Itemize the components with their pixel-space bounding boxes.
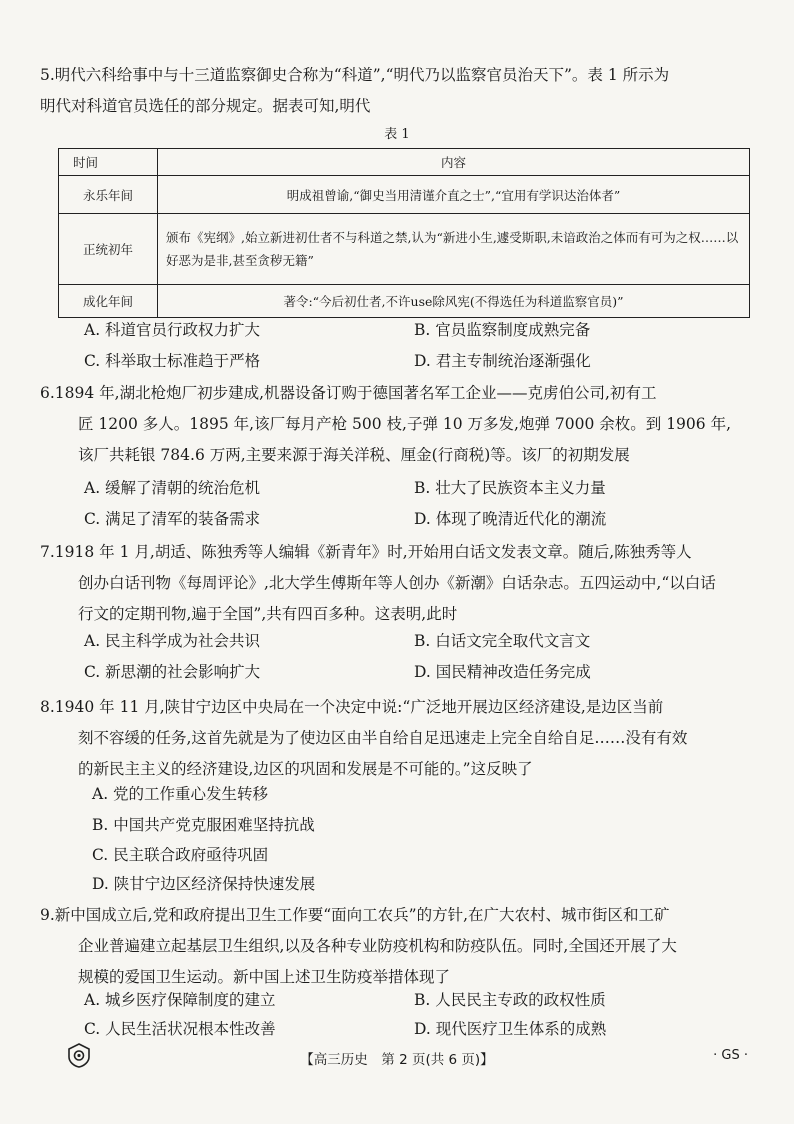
q9-line-1: 9.新中国成立后,党和政府提出卫生工作要“面向工农兵”的方针,在广大农村、城市街区和工矿 <box>40 906 670 924</box>
question-7-stem <box>40 537 758 630</box>
q7-line-2: 创办白话刊物《每周评论》,北大学生傅斯年等人创办《新潮》白话杂志。五四运动中,“以白话 <box>78 574 716 592</box>
q8-option-c[interactable]: C. 民主联合政府亟待巩固 <box>92 846 269 864</box>
q8-line-3: 的新民主主义的经济建设,边区的巩固和发展是不可能的。”这反映了 <box>78 760 533 778</box>
table-header-content: 内容 <box>158 149 750 176</box>
q7-options-row-2 <box>84 660 764 686</box>
q9-option-a[interactable]: A. 城乡医疗保障制度的建立 <box>84 991 276 1009</box>
table-cell-time: 永乐年间 <box>59 176 158 214</box>
q6-option-c[interactable]: C. 满足了清军的装备需求 <box>84 510 261 528</box>
q9-options-row-1 <box>84 988 764 1014</box>
q6-option-a[interactable]: A. 缓解了清朝的统治危机 <box>84 479 261 497</box>
table-cell-content: 著令:“今后初仕者,不许use除风宪(不得选任为科道监察官员)” <box>158 285 750 318</box>
q7-options-row-1 <box>84 629 764 655</box>
q8-option-b[interactable]: B. 中国共产党克服困难坚持抗战 <box>92 816 315 834</box>
q7-line-3: 行文的定期刊物,遍于全国”,共有四百多种。这表明,此时 <box>78 605 458 623</box>
q5-option-d[interactable]: D. 君主专制统治逐渐强化 <box>414 352 591 370</box>
table-cell-content: 明成祖曾谕,“御史当用清谨介直之士”,“宜用有学识达治体者” <box>158 176 750 214</box>
table-cell-content: 颁布《宪纲》,始立新进初仕者不与科道之禁,认为“新进小生,遽受斯职,未谙政治之体而有可为之权……以好恶为是非,甚至贪秽无籍” <box>158 214 750 285</box>
q7-option-d[interactable]: D. 国民精神改造任务完成 <box>414 663 591 681</box>
q5-line-1: 5.明代六科给事中与十三道监察御史合称为“科道”,“明代乃以监察官员治天下”。表 1 所示为 <box>40 66 670 84</box>
q5-option-a[interactable]: A. 科道官员行政权力扩大 <box>84 321 261 339</box>
q6-option-b[interactable]: B. 壮大了民族资本主义力量 <box>414 479 606 497</box>
q9-option-b[interactable]: B. 人民民主专政的政权性质 <box>414 991 606 1009</box>
table-cell-time: 成化年间 <box>59 285 158 318</box>
exam-code: · GS · <box>713 1048 748 1063</box>
question-8-stem <box>40 692 758 785</box>
question-6-stem <box>40 378 758 471</box>
q6-options-row-1 <box>84 476 764 502</box>
q7-option-a[interactable]: A. 民主科学成为社会共识 <box>84 632 261 650</box>
table-1 <box>58 148 750 318</box>
table-row <box>59 214 750 285</box>
q8-option-a[interactable]: A. 党的工作重心发生转移 <box>92 785 269 803</box>
question-5-stem <box>40 60 758 122</box>
q6-option-d[interactable]: D. 体现了晚清近代化的潮流 <box>414 510 607 528</box>
table-1-title: 表 1 <box>384 127 410 142</box>
table-row <box>59 285 750 318</box>
page-footer: 【高三历史 第 2 页(共 6 页)】 <box>300 1052 494 1068</box>
q8-line-1: 8.1940 年 11 月,陕甘宁边区中央局在一个决定中说:“广泛地开展边区经济建设,是边区当前 <box>40 698 664 716</box>
q6-line-1: 6.1894 年,湖北枪炮厂初步建成,机器设备订购于德国著名军工企业——克虏伯公司,初有工 <box>40 384 657 402</box>
q9-line-2: 企业普遍建立起基层卫生组织,以及各种专业防疫机构和防疫队伍。同时,全国还开展了大 <box>78 937 677 955</box>
q5-line-2: 明代对科道官员选任的部分规定。据表可知,明代 <box>40 97 371 115</box>
q9-option-d[interactable]: D. 现代医疗卫生体系的成熟 <box>414 1020 607 1038</box>
q5-options-row-1 <box>84 318 764 344</box>
q6-line-2: 匠 1200 多人。1895 年,该厂每月产枪 500 枝,子弹 10 万多发,炮弹 7000 余枚。到 1906 年, <box>78 415 731 433</box>
q5-options-row-2 <box>84 349 764 375</box>
q9-line-3: 规模的爱国卫生运动。新中国上述卫生防疫举措体现了 <box>78 968 451 986</box>
table-header-time: 时间 <box>59 149 158 176</box>
q8-line-2: 刻不容缓的任务,这首先就是为了使边区由半自给自足迅速走上完全自给自足……没有有效 <box>78 729 688 747</box>
table-cell-time: 正统初年 <box>59 214 158 285</box>
q7-option-c[interactable]: C. 新思潮的社会影响扩大 <box>84 663 261 681</box>
q6-line-3: 该厂共耗银 784.6 万两,主要来源于海关洋税、厘金(行商税)等。该厂的初期发展 <box>78 446 630 464</box>
q8-option-d[interactable]: D. 陕甘宁边区经济保持快速发展 <box>92 875 316 893</box>
q5-option-b[interactable]: B. 官员监察制度成熟完备 <box>414 321 591 339</box>
q5-option-c[interactable]: C. 科举取士标准趋于严格 <box>84 352 261 370</box>
q9-options-row-2 <box>84 1017 764 1043</box>
question-9-stem <box>40 900 758 993</box>
q6-options-row-2 <box>84 507 764 533</box>
q7-line-1: 7.1918 年 1 月,胡适、陈独秀等人编辑《新青年》时,开始用白话文发表文章。随后,陈独秀等人 <box>40 543 692 561</box>
q7-option-b[interactable]: B. 白话文完全取代文言文 <box>414 632 591 650</box>
table-row <box>59 176 750 214</box>
q9-option-c[interactable]: C. 人民生活状况根本性改善 <box>84 1020 276 1038</box>
